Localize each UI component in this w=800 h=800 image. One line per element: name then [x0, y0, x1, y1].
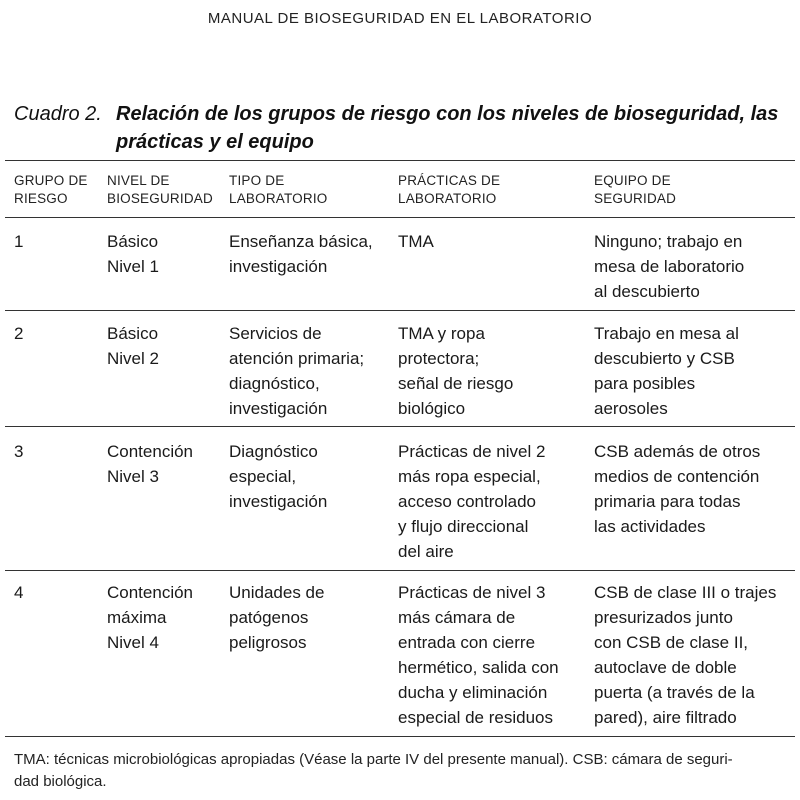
row-3-equipo: CSB además de otros medios de contención primaria para todas las actividades: [594, 442, 761, 536]
header-tipo-laboratorio-text: TIPO DE LABORATORIO: [229, 173, 328, 206]
row-2-nivel: Básico Nivel 2: [107, 324, 159, 368]
header-tipo-laboratorio: [229, 172, 327, 208]
row-4-equipo: CSB de clase III o trajes presurizados junto con CSB de clase II, autoclave de doble puerta (a través de la pared), aire filtrado: [594, 583, 777, 727]
row-4-grupo: 4: [14, 583, 24, 602]
header-grupo-riesgo-text: GRUPO DE RIESGO: [14, 173, 88, 206]
row-4-tipo: Unidades de patógenos peligrosos: [229, 583, 325, 652]
header-nivel-bioseguridad-text: NIVEL DE BIOSEGURIDAD: [107, 173, 213, 206]
footnote-line-2: dad biológica.: [14, 773, 107, 790]
header-grupo-riesgo: [14, 172, 88, 208]
row-divider: [5, 570, 795, 571]
row-1-practicas: TMA: [398, 232, 434, 251]
header-equipo-seguridad: [594, 172, 676, 208]
row-4-practicas: Prácticas de nivel 3 más cámara de entrada con cierre hermético, salida con ducha y eliminación especial de residuos: [398, 583, 559, 727]
table-top-rule: [5, 160, 795, 161]
footnote: [14, 749, 794, 793]
row-1-tipo: Enseñanza básica, investigación: [229, 232, 373, 276]
row-4-nivel: Contención máxima Nivel 4: [107, 583, 194, 652]
row-2-tipo: Servicios de atención primaria; diagnóstico, investigación: [229, 324, 365, 418]
header-practicas-laboratorio-text: PRÁCTICAS DE LABORATORIO: [398, 173, 501, 206]
table-caption: [14, 100, 794, 156]
row-1-grupo: 1: [14, 232, 24, 251]
row-1-nivel: Básico Nivel 1: [107, 232, 159, 276]
row-divider: [5, 426, 795, 427]
footnote-line-1: TMA: técnicas microbiológicas apropiadas (Véase la parte IV del presente manual). CSB: cámara de seguri-: [14, 751, 733, 768]
caption-line-1: [14, 100, 794, 128]
row-1-equipo: Ninguno; trabajo en mesa de laboratorio al descubierto: [594, 232, 745, 301]
row-2-grupo: 2: [14, 324, 24, 343]
row-2-equipo: Trabajo en mesa al descubierto y CSB para posibles aerosoles: [594, 324, 739, 418]
caption-title-line-2: prácticas y el equipo: [116, 131, 314, 153]
header-rule: [5, 217, 795, 218]
row-3-nivel: Contención Nivel 3: [107, 442, 194, 486]
running-head: MANUAL DE BIOSEGURIDAD EN EL LABORATORIO: [207, 10, 593, 27]
row-3-tipo: Diagnóstico especial, investigación: [229, 442, 328, 511]
header-practicas-laboratorio: [398, 172, 500, 208]
row-3-practicas: Prácticas de nivel 2 más ropa especial, acceso controlado y flujo direccional del aire: [398, 442, 546, 561]
row-2-practicas: TMA y ropa protectora; señal de riesgo biológico: [398, 324, 514, 418]
row-3-grupo: 3: [14, 442, 24, 461]
table-bottom-rule: [5, 736, 795, 737]
header-equipo-seguridad-text: EQUIPO DE SEGURIDAD: [594, 173, 677, 206]
caption-title-line-1: Relación de los grupos de riesgo con los niveles de bioseguridad, las: [116, 103, 779, 125]
caption-label: Cuadro 2.: [14, 103, 102, 125]
header-nivel-bioseguridad: [107, 172, 213, 208]
row-divider: [5, 310, 795, 311]
